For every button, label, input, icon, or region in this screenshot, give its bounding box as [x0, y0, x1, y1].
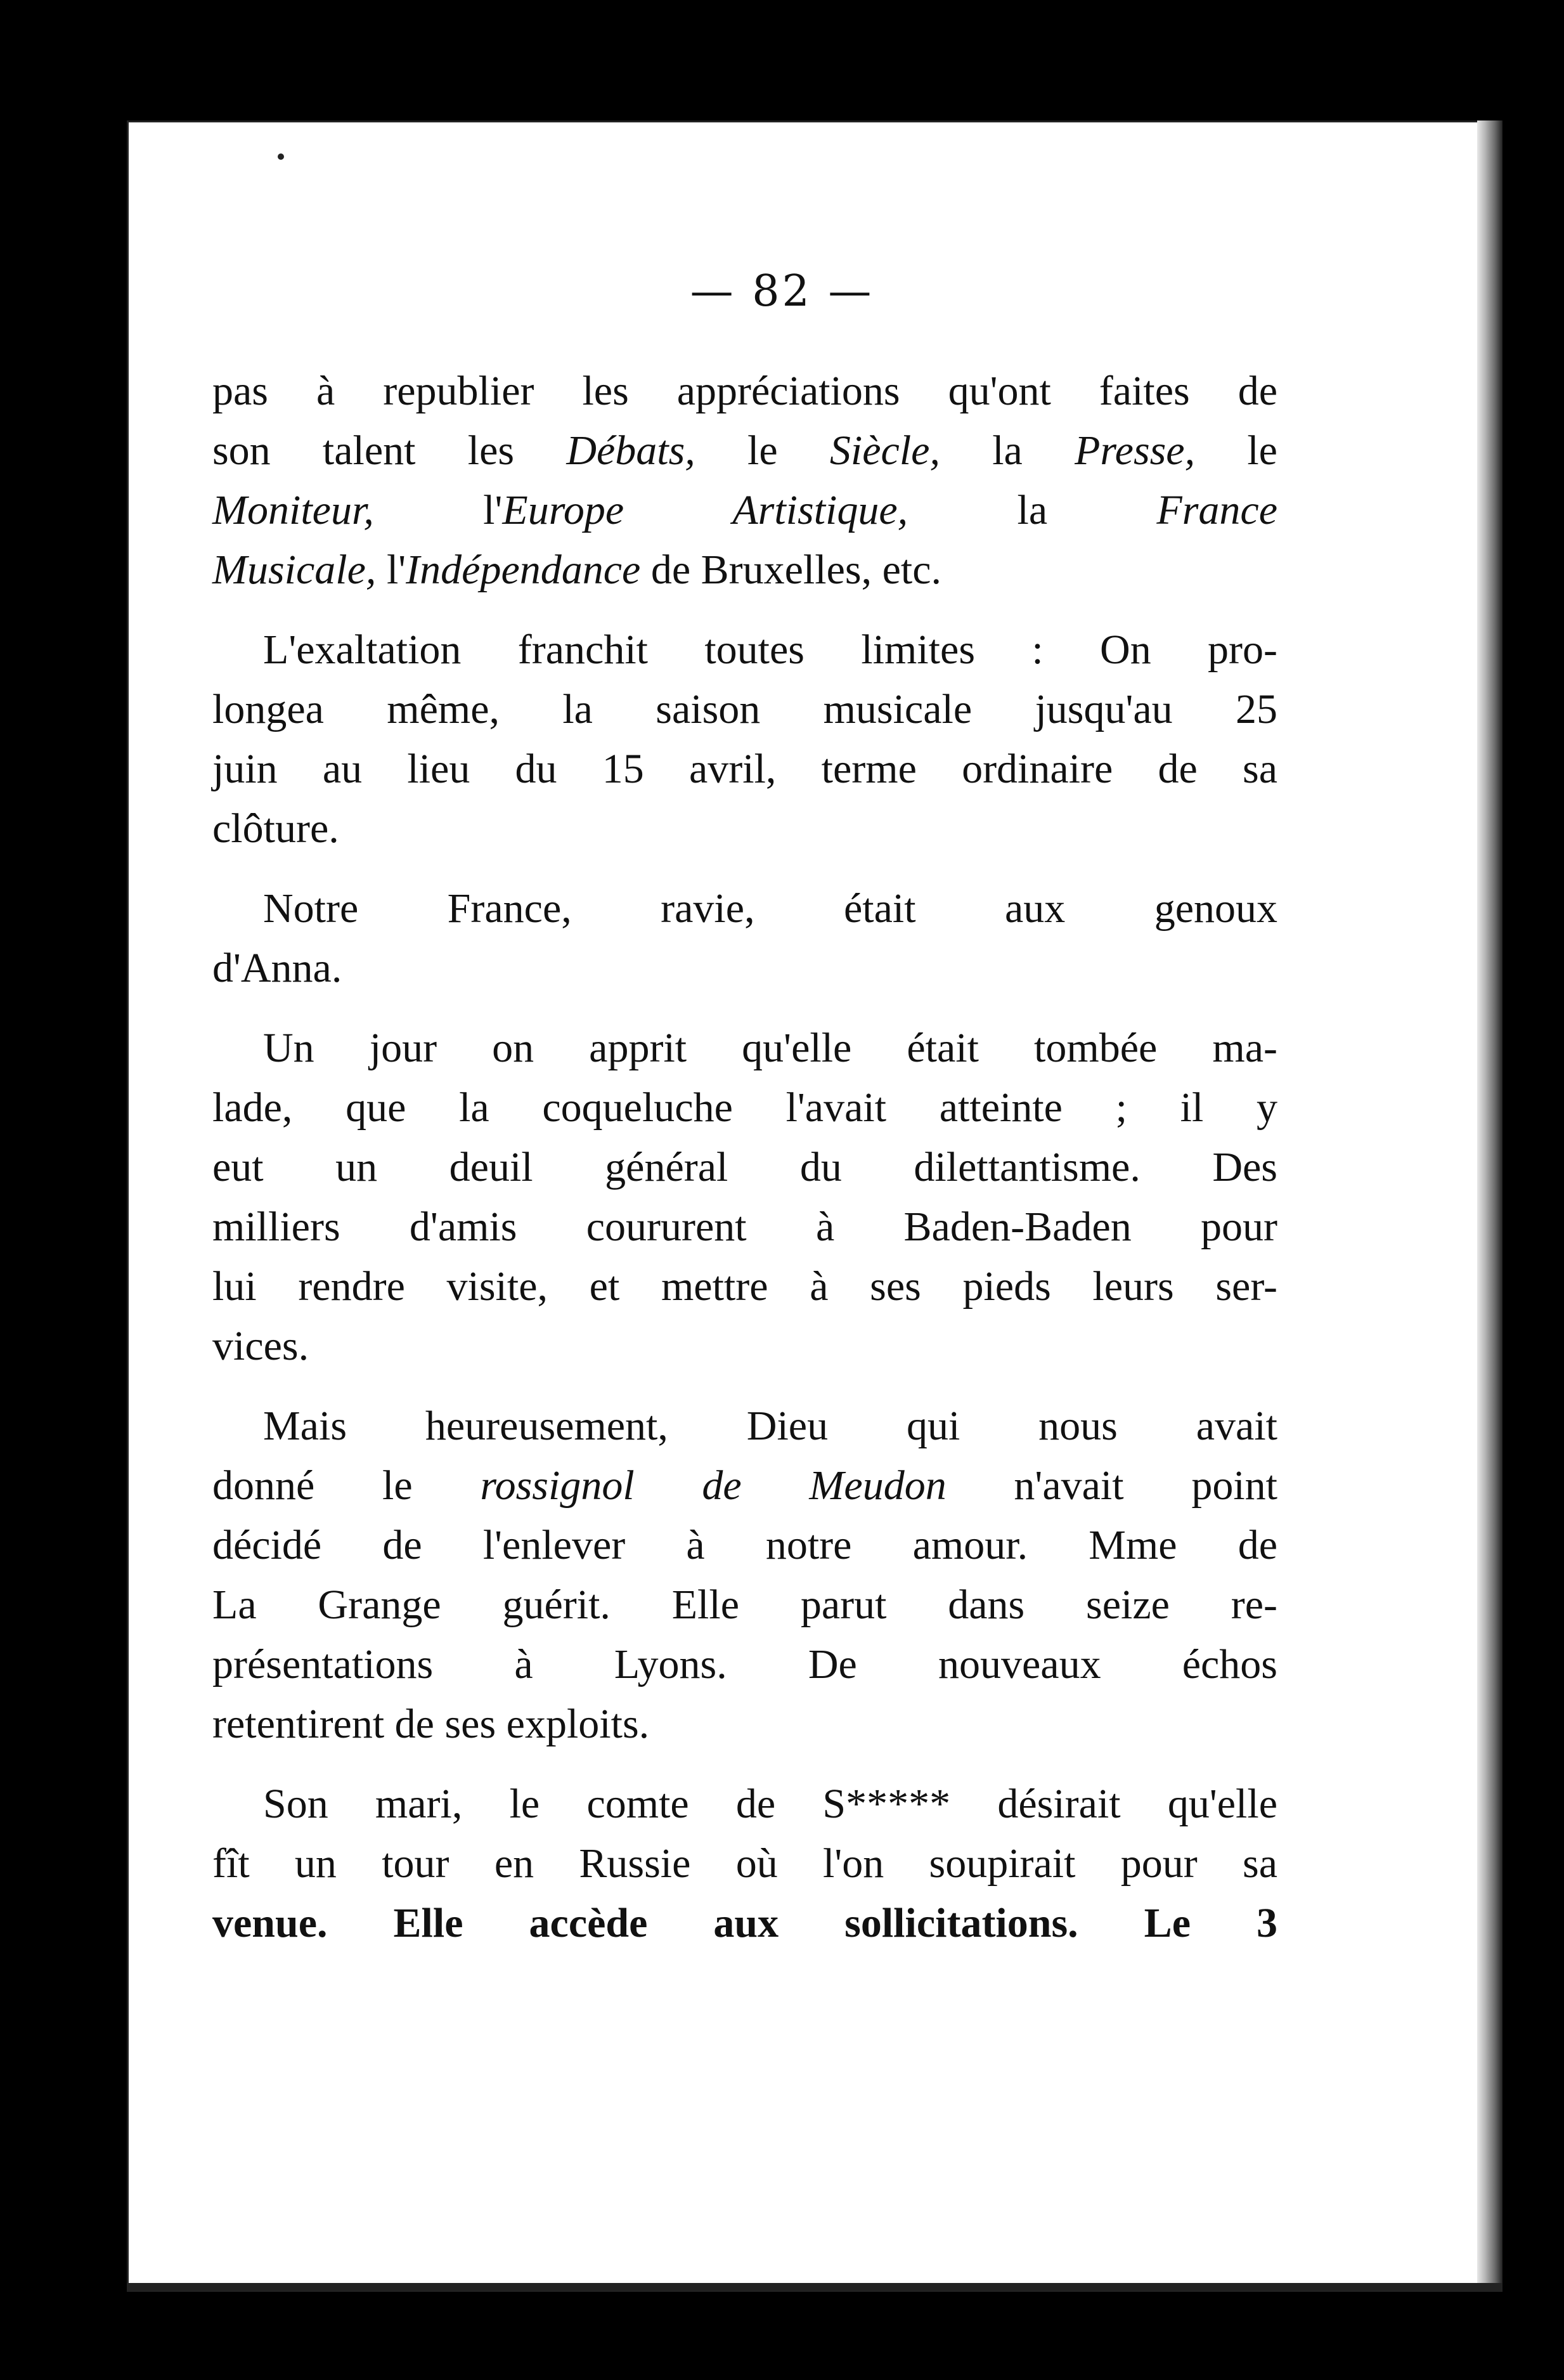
text-line: eut un deuil général du dilettantisme. Des — [212, 1144, 1277, 1190]
paragraph-1 — [212, 361, 1277, 600]
text-line: milliers d'amis coururent à Baden-Baden pour — [212, 1204, 1277, 1250]
text-line: vices. — [212, 1323, 309, 1369]
page-bottom-edge — [127, 2283, 1503, 2292]
text-line: lade, que la coqueluche l'avait atteinte ; il y — [212, 1084, 1277, 1131]
text-line: longea même, la saison musicale jusqu'au 25 — [212, 686, 1277, 732]
text-line: La Grange guérit. Elle parut dans seize re- — [212, 1582, 1277, 1628]
text-line: fît un tour en Russie où l'on soupirait pour sa — [212, 1840, 1277, 1887]
text-line-italic-titles: Musicale, l'Indépendance de Bruxelles, etc. — [212, 547, 941, 593]
text-line: Son mari, le comte de S***** désirait qu'elle — [263, 1781, 1277, 1827]
text-line: clôture. — [212, 805, 339, 852]
text-line-italic-titles: Moniteur, l'Europe Artistique, la France — [212, 487, 1278, 533]
paragraph-4 — [212, 1018, 1277, 1376]
paragraph-5 — [212, 1396, 1277, 1754]
text-line: Notre France, ravie, était aux genoux — [263, 885, 1277, 932]
text-line: juin au lieu du 15 avril, terme ordinaire de sa — [212, 746, 1277, 792]
text-line: Mais heureusement, Dieu qui nous avait — [263, 1403, 1277, 1449]
text-line: pas à republier les appréciations qu'ont faites de — [212, 368, 1277, 414]
paragraph-6 — [212, 1774, 1277, 1953]
text-line: venue. Elle accède aux sollicitations. Le 3 — [212, 1900, 1277, 1946]
page-number: — 82 — — [690, 266, 874, 316]
text-line: L'exaltation franchit toutes limites : On pro- — [263, 627, 1277, 673]
page-edge-shadow — [1477, 120, 1503, 2289]
text-line: présentations à Lyons. De nouveaux échos — [212, 1641, 1277, 1687]
paragraph-3 — [212, 879, 1277, 998]
paragraph-2 — [212, 620, 1277, 859]
body-text — [212, 361, 1277, 1974]
text-line-italic-titles: son talent les Débats, le Siècle, la Presse, le — [212, 427, 1277, 474]
text-line: retentirent de ses exploits. — [212, 1701, 650, 1747]
text-line: Un jour on apprit qu'elle était tombée ma- — [263, 1025, 1277, 1071]
text-line-italic-phrase: donné le rossignol de Meudon n'avait point — [212, 1462, 1277, 1509]
text-line: d'Anna. — [212, 945, 342, 991]
speck — [278, 153, 284, 160]
text-line: décidé de l'enlever à notre amour. Mme de — [212, 1522, 1277, 1568]
text-line: lui rendre visite, et mettre à ses pieds leurs ser- — [212, 1263, 1277, 1310]
